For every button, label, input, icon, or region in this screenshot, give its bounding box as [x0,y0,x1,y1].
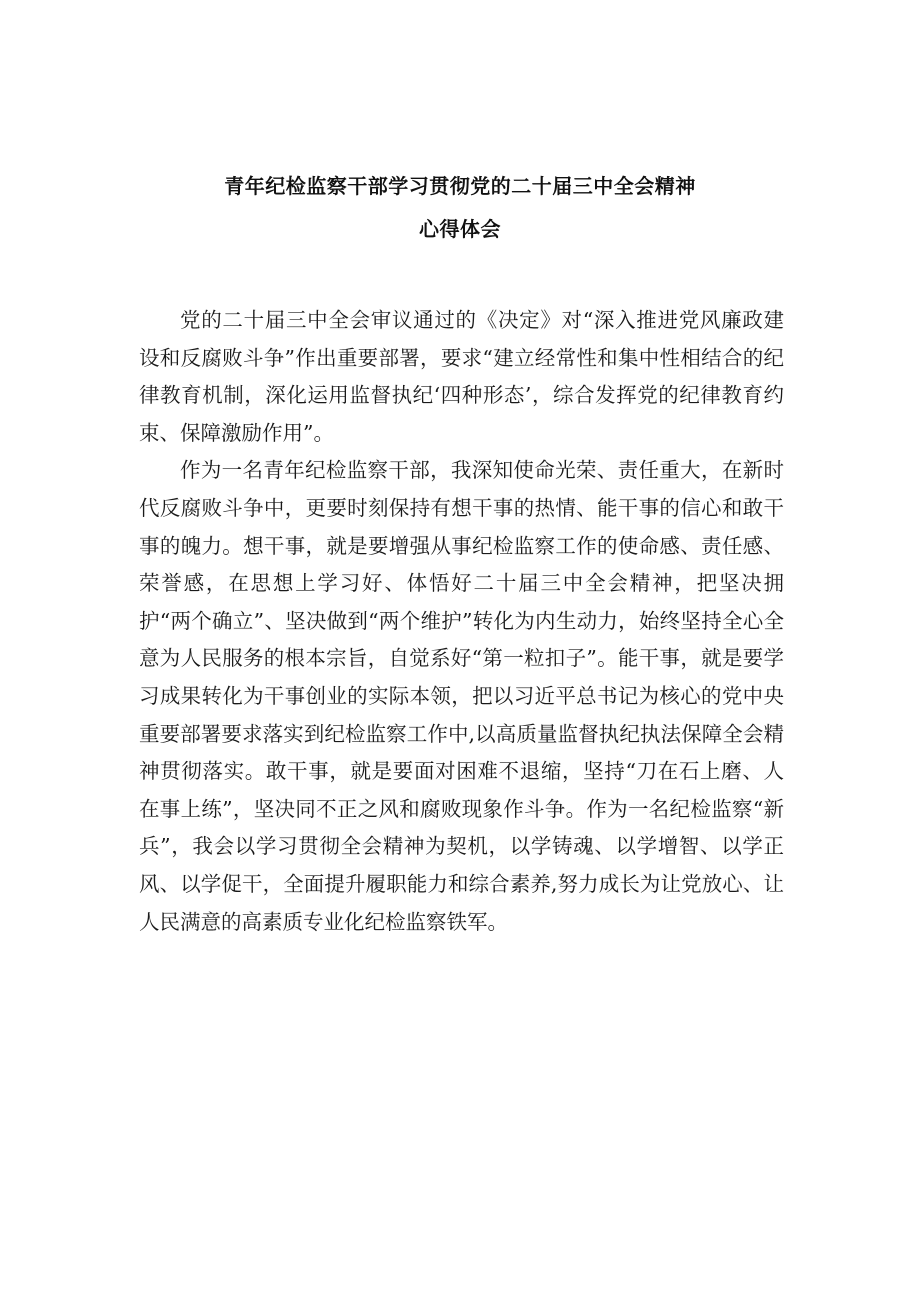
paragraph-2: 作为一名青年纪检监察干部，我深知使命光荣、责任重大，在新时代反腐败斗争中，更要时刻保持有想干事的热情、能干事的信心和敢干事的魄力。想干事，就是要增强从事纪检监察工作的使命感、责任感、荣誉感，在思想上学习好、体悟好二十届三中全会精神，把坚决拥护“两个确立”、坚决做到“两个维护”转化为内生动力，始终坚持全心全意为人民服务的根本宗旨，自觉系好“第一粒扣子”。能干事，就是要学习成果转化为干事创业的实际本领，把以习近平总书记为核心的党中央重要部署要求落实到纪检监察工作中,以高质量监督执纪执法保障全会精神贯彻落实。敢干事，就是要面对困难不退缩，坚持“刀在石上磨、人在事上练”，坚决同不正之风和腐败现象作斗争。作为一名纪检监察“新兵”，我会以学习贯彻全会精神为契机，以学铸魂、以学增智、以学正风、以学促干，全面提升履职能力和综合素养,努力成长为让党放心、让人民满意的高素质专业化纪检监察铁军。 [139,458,784,934]
document-title [0,165,920,251]
title-line-1: 青年纪检监察干部学习贯彻党的二十届三中全会精神 [224,174,696,198]
document-body [139,302,784,941]
title-line-2: 心得体会 [419,217,501,241]
paragraph-1: 党的二十届三中全会审议通过的《决定》对“深入推进党风廉政建设和反腐败斗争”作出重要部署，要求“建立经常性和集中性相结合的纪律教育机制，深化运用监督执纪‘四种形态’，综合发挥党的纪律教育约束、保障激励作用”。 [139,308,784,445]
